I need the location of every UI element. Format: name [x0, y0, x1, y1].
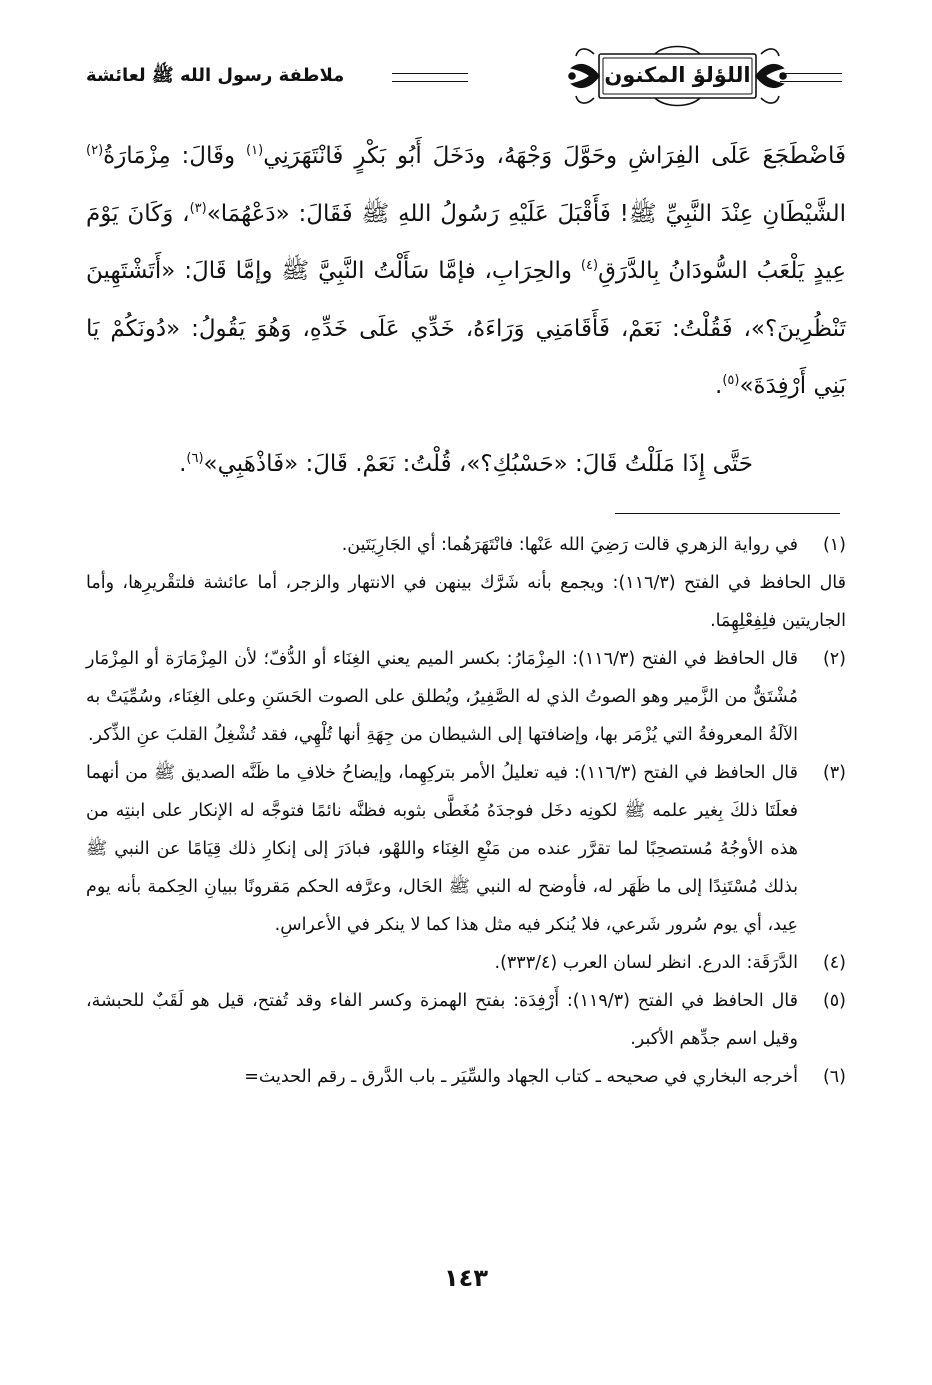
footnote-marker: (٦) — [186, 450, 204, 466]
footnote-marker: (٤) — [580, 258, 599, 273]
footnote-body — [86, 1058, 798, 1096]
book-title: اللؤلؤ المكنون — [604, 63, 751, 87]
footnote-text: قال الحافظ في الفتح (١١٦/٣): فيه تعليلُ الأمر بتركِهِما، وإيضاحُ خلافِ ما ظَنَّه الصديق ﷺ من أنهما فعلَتَا ذلكَ بِغير علمه ﷺ لكونِه دخَل فوجدَهُ مُغَطَّى بثوبه فظنَّه نائمًا فتوجَّه له الإنكار على ابنتِه من هذه الأوجُهُ مُستصحِبًا لما تقرَّر عنده من مَنْعِ الغِنَاء واللهْو، فبادَرَ إلى إنكارِ ذلك قِيَامًا عن النبي ﷺ بذلك مُسْتَنِدًا إلى ما ظَهَر له، فأوضح له النبي ﷺ الحَال، وعرَّفه الحكم مَقرونًا ببيانِ الحِكمة بأنه يوم عِيد، أي يوم سُرور شَرعي، فلا يُنكر فيه مثل هذا كما لا ينكر في الأعراسِ. — [86, 763, 798, 935]
footnote-marker: (٥) — [722, 373, 740, 388]
page-number: ١٤٣ — [444, 1264, 488, 1292]
footnote-item — [86, 1058, 846, 1096]
text-run: وقَالَ: مِزْمَارَةُ — [103, 143, 247, 169]
footnote-marker: (١) — [246, 143, 264, 158]
footnote-item — [86, 754, 846, 944]
footnotes — [86, 526, 846, 1096]
text-run: . — [715, 373, 723, 399]
footnote-body — [86, 982, 798, 1058]
text-run: حَتَّى إِذَا مَلَلْتُ قَالَ: «حَسْبُكِ؟»، قُلْتُ: نَعَمْ. قَالَ: «فَاذْهَبِي» — [203, 450, 753, 477]
footnote-number: (٢) — [822, 649, 846, 669]
footnote-text: قال الحافظ في الفتح (١١٩/٣): أَرْفِدَة: بفتح الهمزة وكسر الفاء وقد تُفتح، قيل هو لَقَبٌ للحبشة، وقيل اسم جدِّهم الأكبر. — [86, 991, 798, 1049]
footnote-number: (٣) — [822, 763, 846, 783]
footnote-separator — [615, 513, 840, 514]
text-run: ، وَكَانَ يَوْمَ عِيدٍ يَلْعَبُ السُّودَانُ بِالدَّرَقِ — [86, 200, 846, 284]
footnote-marker: (٣) — [189, 200, 207, 216]
footnote-body — [86, 754, 798, 944]
footnote-item — [86, 944, 846, 982]
text-run: فَاضْطَجَعَ عَلَى الفِرَاشِ وحَوَّلَ وَجْهَهُ، ودَخَلَ أَبُو بَكْرٍ فَانْتَهَرَنِي — [263, 143, 846, 169]
footnote-body — [86, 944, 798, 982]
footnote-text: الدَّرَقَة: الدرع. انظر لسان العرب (٣٣٣/٤). — [494, 953, 798, 973]
header-rule-left — [392, 73, 468, 82]
footnote-item — [86, 526, 846, 640]
footnote-text: أخرجه البخاري في صحيحه ـ كتاب الجهاد والسِّيَر ـ باب الدَّرق ـ رقم الحديث= — [244, 1067, 798, 1087]
main-text — [86, 128, 846, 493]
text-run: والحِرَابِ، فإمَّا سَأَلْتُ النَّبِيَّ ﷺ وإمَّا قَالَ: «أَتَشْتَهِينَ تَنْظُرِينَ؟»، فَقُلْتُ: نَعَمْ، فَأَقَامَنِي وَرَاءَهُ، خَدِّي عَلَى خَدِّهِ، وَهُوَ يَقُولُ: «دُونَكُمْ يَا بَنِي أَرْفِدَةَ» — [86, 258, 846, 399]
text-run: الشَّيْطَانِ عِنْدَ النَّبِيِّ ﷺ! فَأَقْبَلَ عَلَيْهِ رَسُولُ اللهِ ﷺ فَقَالَ: «دَعْهُمَا» — [206, 200, 846, 227]
footnote-number: (٤) — [822, 953, 846, 973]
footnote-text: قال الحافظ في الفتح (١١٦/٣): المِزْمَارُ: بكسر الميم يعني الغِنَاء أو الدُّفّ؛ لأن المِزْمَارَة أو المِزْمَار مُشْتَقٌّ من الزَّمير وهو الصوتُ الذي له الصَّفِيرُ، ويُطلق على الصوت الحَسَنِ وعلى الغِنَاء، وسُمِّيَتْ به الآلَةُ المعروفةُ التي يُزْمَر بها، وإضافتها إلى الشيطان من جِهَةِ أنها تُلْهِي، فقد تُشْغِلُ القلبَ عنِ الذِّكر. — [86, 649, 798, 745]
footnote-body — [86, 640, 798, 754]
footnote-number: (٥) — [822, 991, 846, 1011]
footnote-text: قال الحافظ في الفتح (١١٦/٣): ويجمع بأنه شَرَّك بينهن في الانتهار والزجر، أما عائشة فلتقْريرِها، وأما الجاريتين فلِفِعْلِهِمَا. — [86, 573, 846, 631]
chapter-title: ملاطفة رسول الله ﷺ لعائشة — [86, 65, 345, 86]
footnote-number: (٦) — [822, 1067, 846, 1087]
footnote-item — [86, 982, 846, 1058]
text-run: . — [179, 450, 187, 477]
footnote-number: (١) — [822, 535, 846, 555]
footnote-marker: (٢) — [86, 143, 104, 158]
header-title-frame — [565, 38, 790, 112]
running-header — [86, 38, 842, 112]
footnote-body — [86, 526, 846, 640]
hadith-paragraph — [86, 128, 846, 416]
footnote-text: في رواية الزهري قالت رَضِيَ الله عَنْها: فانْتَهَرَهُما: أي الجَارِيَتَين. — [341, 535, 798, 555]
footnote-item — [86, 640, 846, 754]
hadith-closing-line — [86, 436, 846, 494]
